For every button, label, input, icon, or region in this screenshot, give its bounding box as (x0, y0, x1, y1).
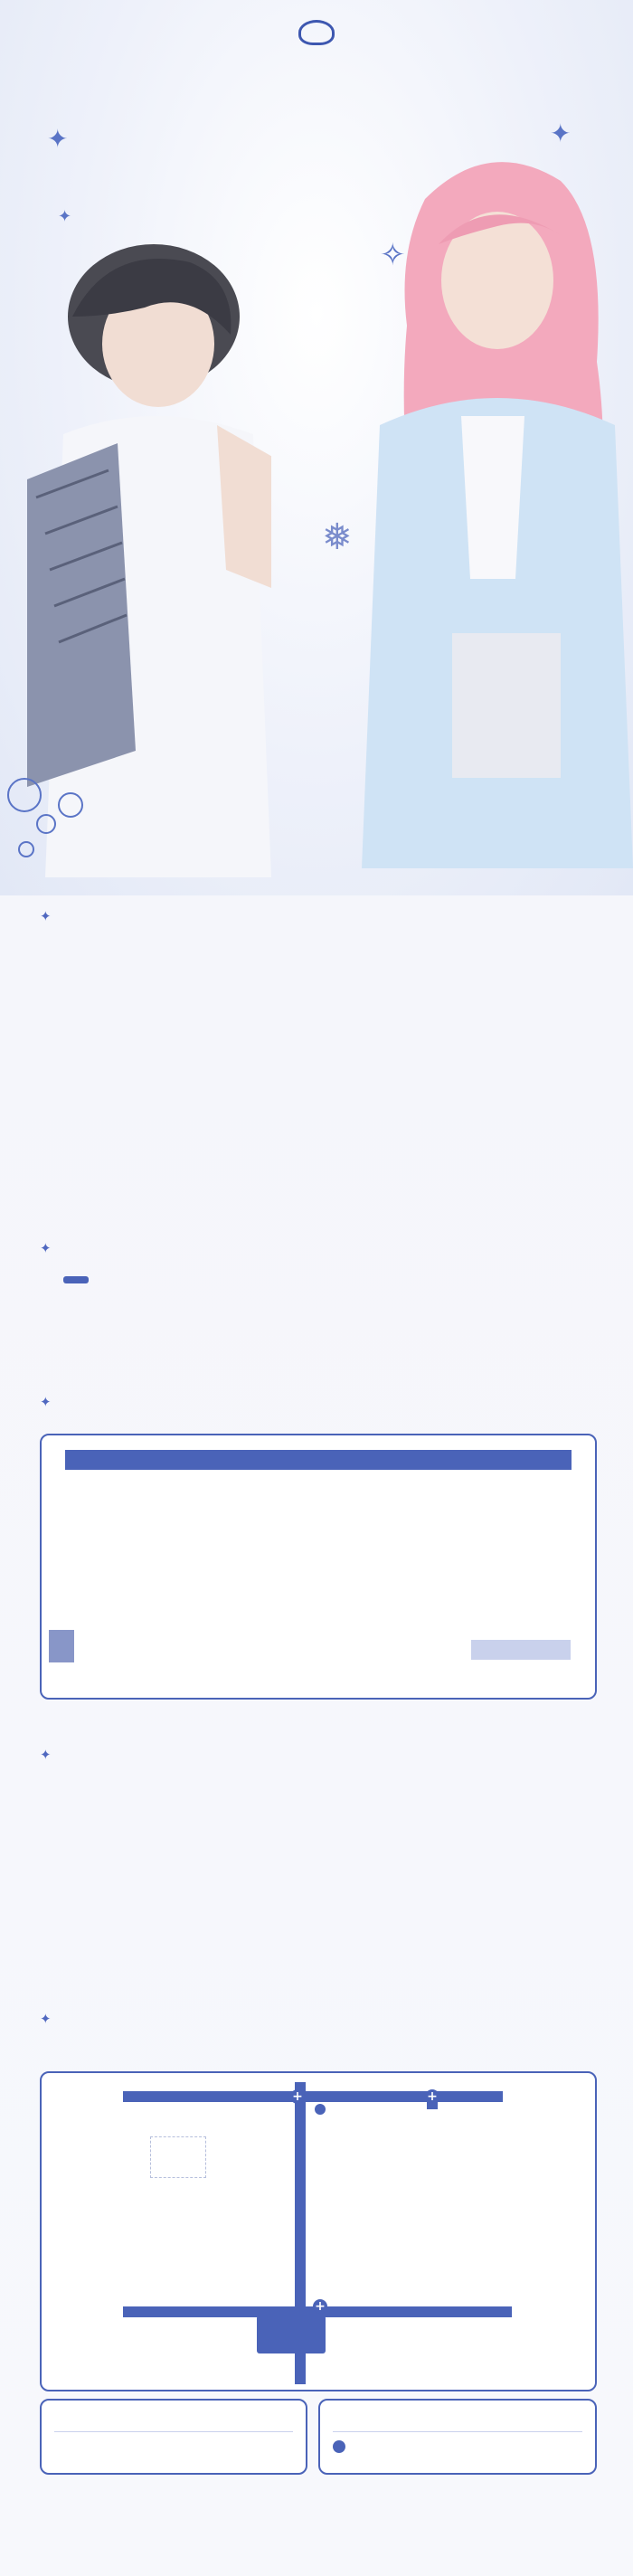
location-map (40, 2071, 597, 2391)
hero-section (0, 0, 633, 895)
list-item (61, 1809, 604, 1823)
list-item (61, 1156, 604, 1168)
list-item (61, 1002, 604, 1017)
entry-section-title (40, 1746, 59, 1764)
bubble-icon (18, 841, 34, 857)
divider (333, 2431, 582, 2432)
sparkle-icon: ✦ (47, 124, 69, 154)
bus-info-box (40, 2399, 307, 2475)
list-item (61, 979, 604, 991)
subway-info (333, 2440, 351, 2456)
road (123, 2091, 503, 2102)
sparkle-icon: ✦ (40, 1240, 52, 1256)
snowflake-icon: ❅ (322, 516, 353, 558)
umyull-logo (297, 20, 336, 47)
stage-label (65, 1450, 572, 1470)
sparkle-icon: ✦ (40, 1394, 52, 1410)
plus-icon: + (425, 2089, 439, 2104)
sparkle-icon: ✦ (40, 1747, 52, 1763)
sparkle-icon: ✦ (40, 2011, 52, 2027)
artist-left-photo (9, 208, 271, 877)
directions-section-title (40, 2010, 59, 2028)
booking-section-title (40, 907, 59, 925)
logo-mark-icon (298, 20, 335, 45)
bubble-icon (36, 814, 56, 834)
list-item (61, 1102, 604, 1114)
venue-marker (257, 2316, 326, 2353)
list-item (61, 1129, 604, 1141)
list-item (61, 1183, 604, 1196)
entrance-label (49, 1630, 74, 1662)
venue-address-line (60, 2041, 65, 2055)
seating-section-title (40, 1393, 59, 1411)
list-item (61, 1945, 604, 1957)
sparkle-icon: ✦ (58, 207, 72, 226)
sparkle-icon: ✦ (550, 118, 572, 148)
list-item (61, 1849, 604, 1861)
plus-icon: + (313, 2299, 327, 2314)
booth-section-title (40, 1239, 59, 1257)
building (150, 2136, 206, 2178)
sparkle-icon: ✦ (40, 908, 52, 924)
list-item (61, 1073, 604, 1085)
subway-info-box (318, 2399, 597, 2475)
bubble-icon (7, 778, 42, 812)
list-item (61, 1876, 604, 1889)
list-item (61, 1782, 604, 1795)
seat-map (40, 1434, 597, 1700)
console-booth (471, 1640, 571, 1660)
line-number-badge (333, 2440, 345, 2453)
sparkle-icon: ✧ (380, 237, 406, 273)
plus-icon: + (290, 2089, 305, 2104)
bubble-icon (58, 792, 83, 818)
list-item (61, 1040, 604, 1053)
divider (54, 2431, 293, 2432)
ticket-booth-badge (63, 1276, 89, 1283)
line-number-badge (315, 2104, 326, 2115)
list-item (61, 1903, 604, 1918)
list-item (61, 942, 604, 957)
